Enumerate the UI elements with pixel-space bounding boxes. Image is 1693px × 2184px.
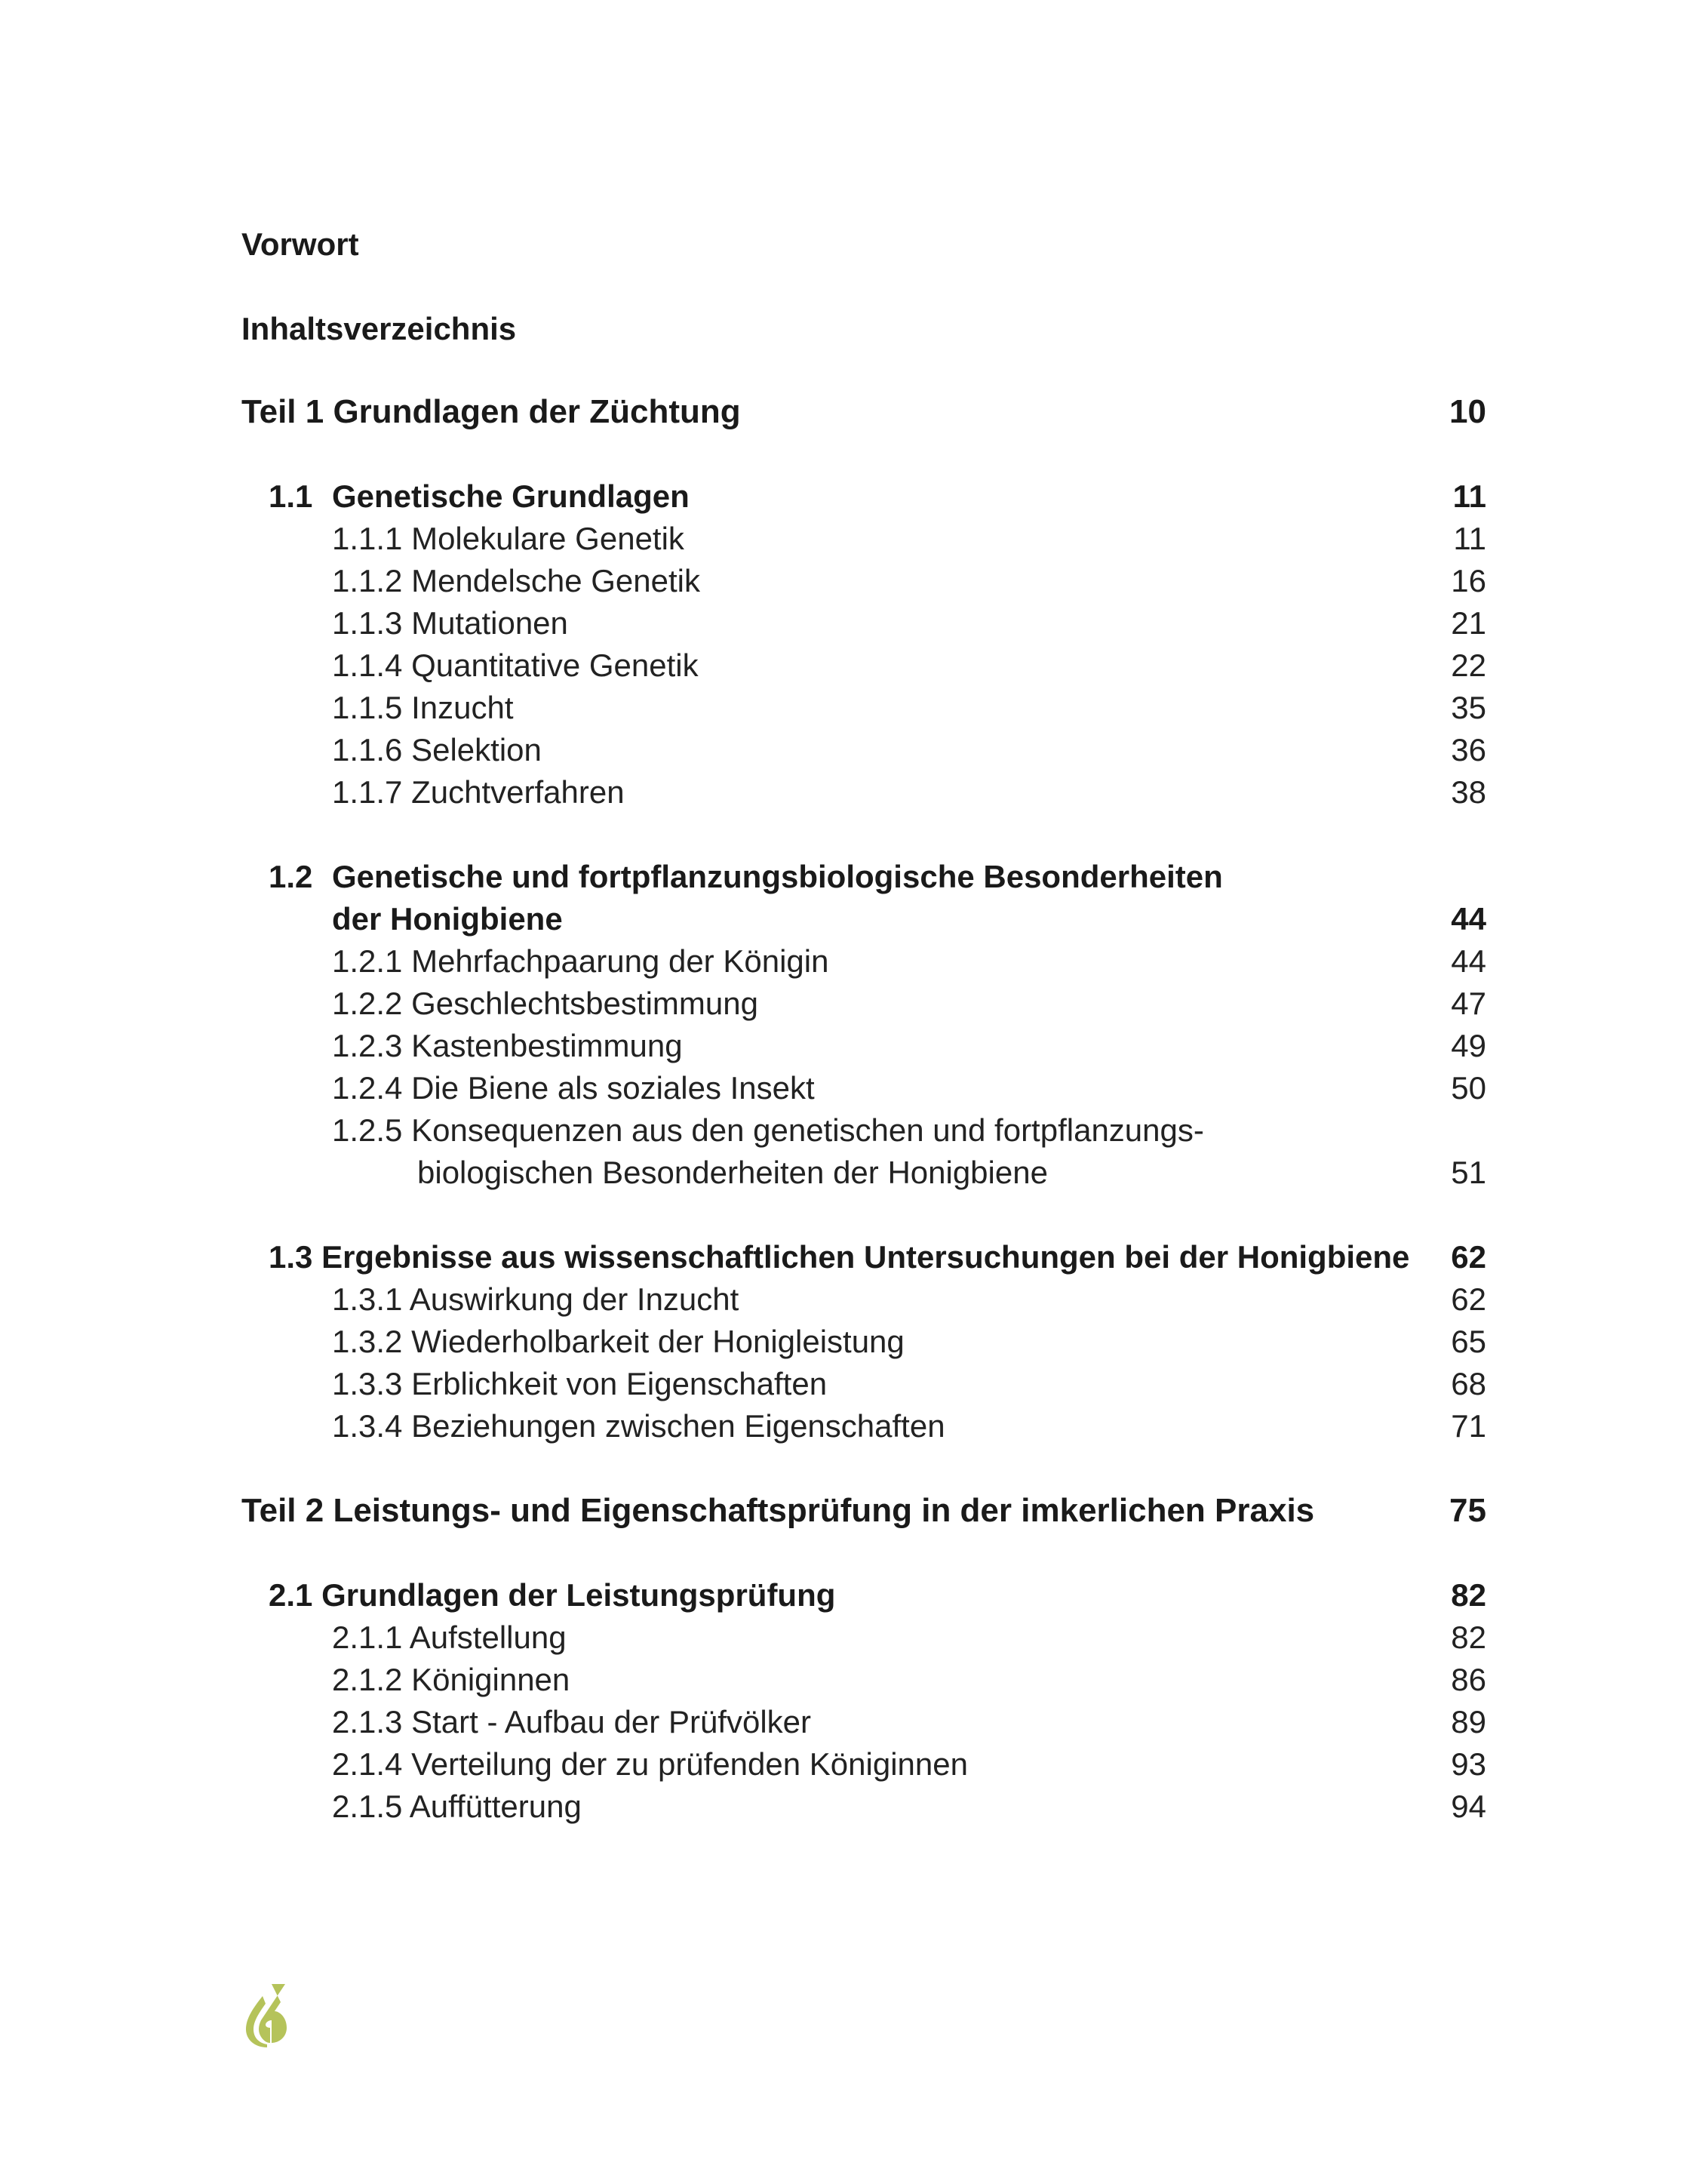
item-label: 1.2.3 Kastenbestimmung bbox=[332, 1028, 683, 1063]
toc-item[interactable] bbox=[332, 1786, 1486, 1828]
toc-item[interactable] bbox=[332, 687, 1486, 729]
page-number: 50 bbox=[1451, 1070, 1486, 1106]
toc-entry-vorwort[interactable] bbox=[241, 223, 1486, 266]
item-label: 1.3.2 Wiederholbarkeit der Honigleistung bbox=[332, 1324, 905, 1359]
page-number: 94 bbox=[1451, 1789, 1486, 1824]
page-number: 47 bbox=[1451, 986, 1486, 1021]
page-number: 93 bbox=[1451, 1746, 1486, 1782]
page-number: 22 bbox=[1451, 648, 1486, 683]
item-label: 2.1.5 Auffütterung bbox=[332, 1789, 582, 1824]
page-number: 38 bbox=[1451, 774, 1486, 810]
page-number: 44 bbox=[1451, 943, 1486, 979]
folio-glyph bbox=[246, 1984, 287, 2047]
entry-label: Inhaltsverzeichnis bbox=[241, 311, 517, 346]
item-label: 1.1.5 Inzucht bbox=[332, 690, 514, 725]
item-label: 2.1.3 Start - Aufbau der Prüfvölker bbox=[332, 1704, 812, 1740]
item-label: 1.2.1 Mehrfachpaarung der Königin bbox=[332, 943, 829, 979]
toc-entry-inhaltsverzeichnis[interactable] bbox=[241, 308, 1486, 350]
item-label: 1.1.1 Molekulare Genetik bbox=[332, 521, 684, 556]
item-label: 1.1.6 Selektion bbox=[332, 732, 542, 767]
section-number: 1.3 bbox=[269, 1239, 313, 1275]
part-title: Teil 1 Grundlagen der Züchtung bbox=[241, 393, 741, 430]
toc-item[interactable] bbox=[332, 1025, 1486, 1067]
page-number: 35 bbox=[1451, 690, 1486, 725]
toc-item[interactable] bbox=[332, 602, 1486, 644]
item-label: 1.3.4 Beziehungen zwischen Eigenschaften bbox=[332, 1408, 945, 1444]
page-number: 10 bbox=[1449, 393, 1486, 430]
item-label: 2.1.4 Verteilung der zu prüfenden Königinnen bbox=[332, 1746, 968, 1782]
toc-item[interactable] bbox=[332, 1659, 1486, 1701]
toc-item[interactable] bbox=[332, 518, 1486, 560]
page-number: 11 bbox=[1452, 478, 1486, 514]
toc-section-1-1[interactable] bbox=[269, 475, 1486, 518]
page-number: 51 bbox=[1451, 1155, 1486, 1190]
toc-item[interactable] bbox=[332, 560, 1486, 602]
part-title: Teil 2 Leistungs- und Eigenschaftsprüfung in der imkerlichen Praxis bbox=[241, 1492, 1315, 1529]
page-number: 86 bbox=[1451, 1662, 1486, 1697]
item-label: 2.1.1 Aufstellung bbox=[332, 1620, 567, 1655]
item-label: 1.3.3 Erblichkeit von Eigenschaften bbox=[332, 1366, 828, 1401]
section-title: Genetische Grundlagen bbox=[332, 478, 690, 514]
section-title: Ergebnisse aus wissenschaftlichen Untersuchungen bei der Honigbiene bbox=[321, 1239, 1410, 1275]
item-label: 1.1.4 Quantitative Genetik bbox=[332, 648, 699, 683]
toc-item[interactable] bbox=[332, 1067, 1486, 1109]
item-label: 2.1.2 Königinnen bbox=[332, 1662, 570, 1697]
item-label: 1.1.2 Mendelsche Genetik bbox=[332, 563, 700, 598]
item-label: 1.2.2 Geschlechtsbestimmung bbox=[332, 986, 758, 1021]
page-number: 89 bbox=[1451, 1704, 1486, 1740]
page-number: 11 bbox=[1453, 521, 1486, 556]
toc-item-cont[interactable] bbox=[417, 1152, 1486, 1194]
page-number: 21 bbox=[1451, 605, 1486, 641]
item-label: 1.2.4 Die Biene als soziales Insekt bbox=[332, 1070, 815, 1106]
section-number: 1.1 bbox=[269, 478, 313, 514]
toc-item[interactable] bbox=[332, 1363, 1486, 1405]
toc-part-1[interactable] bbox=[241, 391, 1486, 433]
section-number: 2.1 bbox=[269, 1577, 313, 1613]
section-title-line1: Genetische und fortpflanzungsbiologische Besonderheiten bbox=[332, 859, 1223, 894]
toc-item[interactable] bbox=[332, 1321, 1486, 1363]
toc-item[interactable] bbox=[332, 1278, 1486, 1321]
page-number: 82 bbox=[1451, 1620, 1486, 1655]
page-number: 62 bbox=[1451, 1239, 1486, 1275]
page-number: 36 bbox=[1451, 732, 1486, 767]
toc-item[interactable] bbox=[332, 940, 1486, 983]
toc-part-2[interactable] bbox=[241, 1490, 1486, 1532]
item-label: 1.1.7 Zuchtverfahren bbox=[332, 774, 625, 810]
section-title-line2: der Honigbiene bbox=[332, 901, 563, 937]
toc-item[interactable] bbox=[332, 1405, 1486, 1447]
toc-section-1-2-cont[interactable] bbox=[332, 898, 1486, 940]
page-number: 71 bbox=[1451, 1408, 1486, 1444]
toc-section-2-1[interactable] bbox=[269, 1574, 1486, 1616]
toc-section-1-3[interactable] bbox=[269, 1236, 1486, 1278]
entry-label: Vorwort bbox=[241, 226, 359, 262]
folio-page-number-6 bbox=[240, 1981, 293, 2049]
section-number: 1.2 bbox=[269, 859, 313, 894]
page-number: 16 bbox=[1451, 563, 1486, 598]
item-label-line2: biologischen Besonderheiten der Honigbiene bbox=[417, 1155, 1048, 1190]
page-number: 62 bbox=[1451, 1281, 1486, 1317]
page-number: 68 bbox=[1451, 1366, 1486, 1401]
toc-item[interactable] bbox=[332, 771, 1486, 814]
page-number: 49 bbox=[1451, 1028, 1486, 1063]
toc-item[interactable] bbox=[332, 1109, 1486, 1152]
toc-section-1-2[interactable] bbox=[269, 856, 1486, 898]
toc-item[interactable] bbox=[332, 1616, 1486, 1659]
page-number: 65 bbox=[1451, 1324, 1486, 1359]
page-number: 82 bbox=[1451, 1577, 1486, 1613]
item-label-line1: 1.2.5 Konsequenzen aus den genetischen und fortpflanzungs- bbox=[332, 1112, 1204, 1148]
toc-item[interactable] bbox=[332, 644, 1486, 687]
toc-item[interactable] bbox=[332, 1701, 1486, 1743]
toc-item[interactable] bbox=[332, 729, 1486, 771]
item-label: 1.1.3 Mutationen bbox=[332, 605, 568, 641]
toc-item[interactable] bbox=[332, 1743, 1486, 1786]
section-title: Grundlagen der Leistungsprüfung bbox=[321, 1577, 836, 1613]
item-label: 1.3.1 Auswirkung der Inzucht bbox=[332, 1281, 739, 1317]
page-number: 75 bbox=[1449, 1492, 1486, 1529]
page-number: 44 bbox=[1451, 901, 1486, 937]
toc-item[interactable] bbox=[332, 983, 1486, 1025]
